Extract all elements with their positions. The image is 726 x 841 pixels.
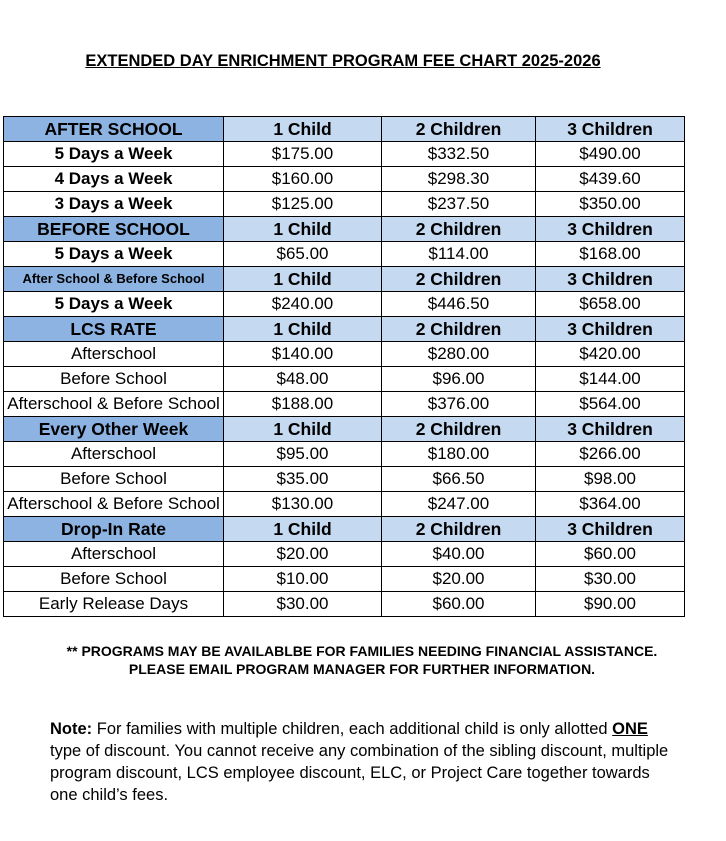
col-header: 2 Children [382,317,536,342]
fee-cell: $490.00 [536,142,685,167]
fee-cell: $332.50 [382,142,536,167]
fee-cell: $95.00 [224,442,382,467]
fee-cell: $60.00 [382,592,536,617]
section-label: LCS RATE [4,317,224,342]
table-row [4,242,685,267]
fee-cell: $130.00 [224,492,382,517]
table-row [4,192,685,217]
section-header-every-other-week [4,417,685,442]
fee-cell: $420.00 [536,342,685,367]
table-row [4,167,685,192]
fee-cell: $364.00 [536,492,685,517]
row-label: 5 Days a Week [4,242,224,267]
note-label: Note: [50,720,93,738]
section-header-lcs-rate [4,317,685,342]
col-header: 2 Children [382,267,536,292]
note-text-after: type of discount. You cannot receive any combination of the sibling discount, multiple program discount, LCS employee discount, ELC, or Project Care together towards one child’s fees. [50,742,669,804]
fee-cell: $144.00 [536,367,685,392]
table-row [4,567,685,592]
section-header-drop-in-rate [4,517,685,542]
col-header: 1 Child [224,417,382,442]
fee-cell: $160.00 [224,167,382,192]
fee-cell: $140.00 [224,342,382,367]
section-label: Every Other Week [4,417,224,442]
discount-note [50,718,680,806]
fee-cell: $30.00 [536,567,685,592]
fee-cell: $350.00 [536,192,685,217]
fee-cell: $125.00 [224,192,382,217]
col-header: 1 Child [224,317,382,342]
section-label: BEFORE SCHOOL [4,217,224,242]
col-header: 1 Child [224,117,382,142]
section-header-after-school [4,117,685,142]
fee-cell: $180.00 [382,442,536,467]
col-header: 2 Children [382,217,536,242]
financial-assistance-notice: ** PROGRAMS MAY BE AVAILABLBE FOR FAMILIES NEEDING FINANCIAL ASSISTANCE. PLEASE EMAIL PROGRAM MANAGER FOR FURTHER INFORMATION. [66,643,658,677]
row-label: Early Release Days [4,592,224,617]
table-row [4,392,685,417]
fee-cell: $175.00 [224,142,382,167]
table-row [4,342,685,367]
section-label: Drop-In Rate [4,517,224,542]
fee-cell: $564.00 [536,392,685,417]
table-row [4,492,685,517]
note-text-before: For families with multiple children, each additional child is only allotted [92,720,613,738]
table-row [4,542,685,567]
row-label: Afterschool [4,542,224,567]
row-label: 5 Days a Week [4,292,224,317]
section-header-before-school [4,217,685,242]
col-header: 3 Children [536,317,685,342]
col-header: 2 Children [382,417,536,442]
fee-cell: $247.00 [382,492,536,517]
table-row [4,142,685,167]
col-header: 1 Child [224,267,382,292]
fee-cell: $237.50 [382,192,536,217]
table-row [4,592,685,617]
fee-cell: $96.00 [382,367,536,392]
fee-cell: $30.00 [224,592,382,617]
fee-cell: $98.00 [536,467,685,492]
fee-table [3,116,685,617]
row-label: Afterschool & Before School [4,492,224,517]
col-header: 2 Children [382,517,536,542]
table-row [4,292,685,317]
col-header: 1 Child [224,217,382,242]
row-label: Afterschool [4,442,224,467]
fee-cell: $48.00 [224,367,382,392]
fee-cell: $266.00 [536,442,685,467]
col-header: 3 Children [536,117,685,142]
row-label: 3 Days a Week [4,192,224,217]
fee-cell: $40.00 [382,542,536,567]
fee-cell: $20.00 [224,542,382,567]
row-label: Before School [4,367,224,392]
fee-cell: $60.00 [536,542,685,567]
note-emphasis: ONE [612,720,648,738]
fee-cell: $114.00 [382,242,536,267]
col-header: 3 Children [536,417,685,442]
col-header: 3 Children [536,217,685,242]
fee-cell: $188.00 [224,392,382,417]
row-label: 4 Days a Week [4,167,224,192]
table-row [4,367,685,392]
section-label: After School & Before School [4,267,224,292]
col-header: 3 Children [536,517,685,542]
fee-cell: $35.00 [224,467,382,492]
col-header: 1 Child [224,517,382,542]
fee-cell: $240.00 [224,292,382,317]
table-row [4,442,685,467]
row-label: Afterschool & Before School [4,392,224,417]
fee-cell: $439.60 [536,167,685,192]
fee-cell: $280.00 [382,342,536,367]
fee-cell: $376.00 [382,392,536,417]
fee-cell: $10.00 [224,567,382,592]
table-row [4,467,685,492]
fee-cell: $168.00 [536,242,685,267]
row-label: Afterschool [4,342,224,367]
row-label: Before School [4,567,224,592]
col-header: 2 Children [382,117,536,142]
fee-cell: $658.00 [536,292,685,317]
section-header-after-and-before-school [4,267,685,292]
fee-cell: $446.50 [382,292,536,317]
page-title: EXTENDED DAY ENRICHMENT PROGRAM FEE CHART 2025-2026 [85,52,601,70]
fee-cell: $298.30 [382,167,536,192]
col-header: 3 Children [536,267,685,292]
fee-cell: $66.50 [382,467,536,492]
fee-cell: $65.00 [224,242,382,267]
row-label: Before School [4,467,224,492]
section-label: AFTER SCHOOL [4,117,224,142]
row-label: 5 Days a Week [4,142,224,167]
fee-cell: $90.00 [536,592,685,617]
fee-cell: $20.00 [382,567,536,592]
